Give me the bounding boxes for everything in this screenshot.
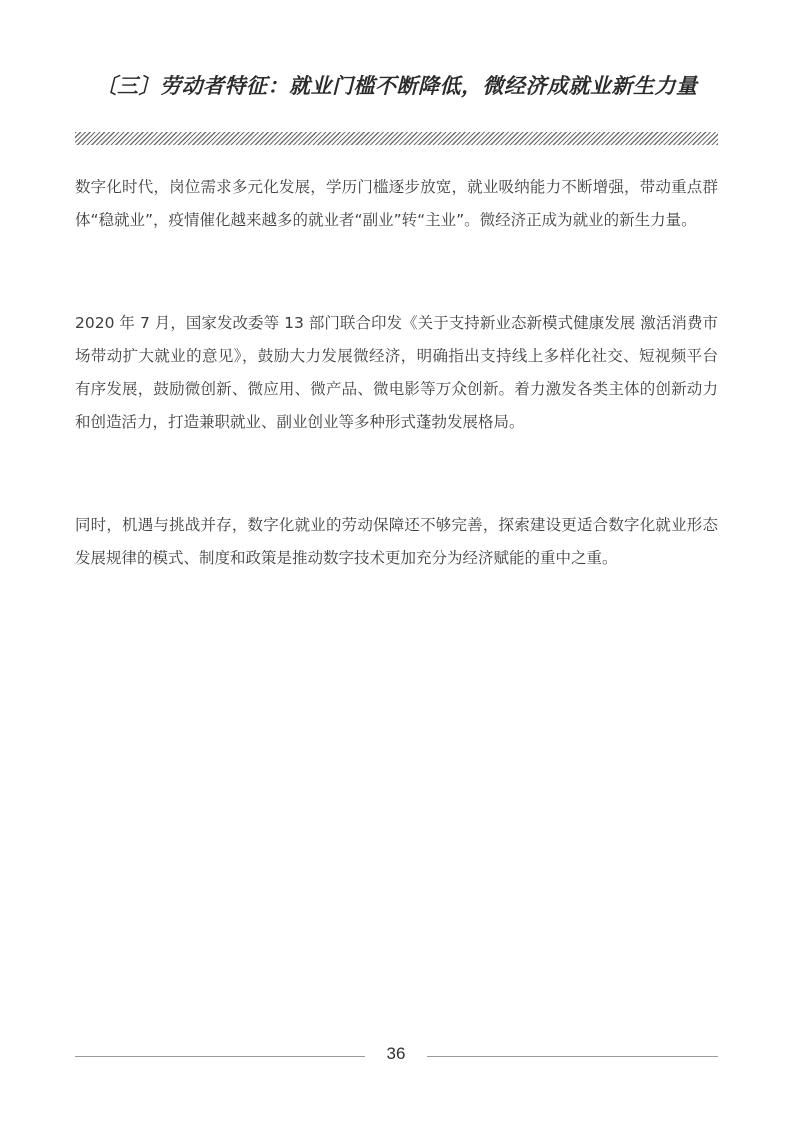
paragraph-challenges: 同时，机遇与挑战并存，数字化就业的劳动保障还不够完善，探索建设更适合数字化就业形态发展规律的模式、制度和政策是推动数字技术更加充分为经济赋能的重中之重。 — [75, 516, 718, 567]
section-heading: 〔三〕劳动者特征：就业门槛不断降低，微经济成就业新生力量 — [95, 74, 698, 98]
footer-rule-left — [75, 1056, 365, 1057]
hatched-divider — [75, 132, 718, 145]
paragraph-policy: 2020 年 7 月，国家发改委等 13 部门联合印发《关于支持新业态新模式健康发展 激活消费市场带动扩大就业的意见》，鼓励大力发展微经济，明确指出支持线上多样化社交、短视频平台有序发展，鼓励微创新、微应用、微产品、微电影等万众创新。着力激发各类主体的创新动力和创造活力，打造兼职就业、副业创业等多种形式蓬勃发展格局。 — [75, 314, 718, 431]
footer-rule-right — [427, 1056, 718, 1057]
paragraph-digital-era: 数字化时代，岗位需求多元化发展，学历门槛逐步放宽，就业吸纳能力不断增强，带动重点群体“稳就业”，疫情催化越来越多的就业者“副业”转“主业”。微经济正成为就业的新生力量。 — [75, 178, 718, 229]
page-number: 36 — [386, 1044, 406, 1063]
